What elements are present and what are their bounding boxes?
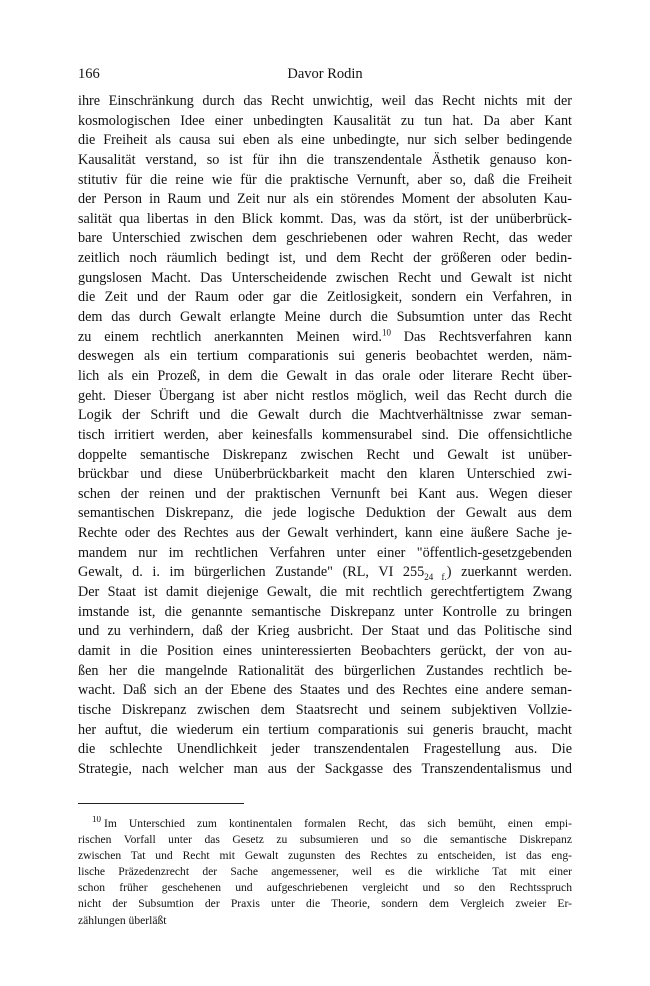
text-line: die Freiheit als causa sui eben als eine unbedingte, nur sich selber bedingende — [78, 132, 572, 149]
text-line: lich als ein Prozeß, in dem die Gewalt in das orale oder literare Recht über- — [78, 367, 572, 384]
footnote-reference: 10 — [381, 327, 391, 337]
text-line: damit in die Position eines uninteressierten Beobachters gerückt, der von au- — [78, 642, 572, 659]
text-line: geht. Dieser Übergang ist aber nicht restlos möglich, weil das Recht durch die — [78, 387, 572, 404]
text-line-with-footnote-ref — [78, 328, 572, 348]
text-line: Rechte oder des Rechtes aus der Gewalt verhindert, kann eine äußere Sache je- — [78, 525, 572, 542]
text-line: mandem nur im rechtlichen Verfahren unter einer "öffentlich-gesetzgebenden — [78, 544, 572, 561]
text-line: imstande ist, die genannte semantische Diskrepanz unter Kontrolle zu bringen — [78, 603, 572, 620]
footnote-line: nicht der Subsumtion der Praxis unter die Theorie, sondern dem Vergleich zweier Er- — [78, 897, 572, 911]
text-line: doppelte semantische Diskrepanz zwischen Recht und Gewalt ist unüber- — [78, 446, 572, 463]
text-line: die schlechte Unendlichkeit jeder transzendentalen Fragestellung aus. Die — [78, 741, 572, 758]
text-line: Logik der Schrift und die Gewalt durch die Machtverhältnisse zwar seman- — [78, 407, 572, 424]
text-line: tisch irritiert werden, aber keinesfalls kommensurabel sind. Die offensichtliche — [78, 426, 572, 443]
text-line: die Zeit und der Raum oder gar die Zeitlosigkeit, sondern ein Verfahren, in — [78, 289, 572, 306]
text-line: Strategie, nach welcher man aus der Sackgasse des Transzendentalismus und — [78, 760, 572, 777]
footnote — [78, 816, 572, 929]
footnote-line: schon früher geschehenen und aufgeschriebenen vergleicht und so den Rechtsspruch — [78, 881, 572, 895]
footnote-marker: 10 — [92, 816, 101, 825]
citation-subscript: 24 f. — [424, 572, 447, 583]
footnote-line: rischen Vorfall unter das Gesetz zu subsumieren und so die semantische Diskrepanz — [78, 833, 572, 847]
page-number: 166 — [78, 66, 100, 82]
footnote-line: lische Präzedenzrecht der Sache angemessener, weil es die wirkliche Tat mit einer — [78, 865, 572, 879]
text-line: und zu verhindern, daß der Krieg ausbricht. Der Staat und das Politische sind — [78, 623, 572, 640]
text-line: Kausalität verstand, so ist für ihn die transzendentale Ästhetik genauso kon- — [78, 151, 572, 168]
text-line: stitutiv für die reine wie für die praktische Vernunft, aber so, daß die Freiheit — [78, 171, 572, 188]
running-head: Davor Rodin — [287, 66, 363, 82]
footnote-line: zwischen Tat und Recht mit Gewalt zugunsten des Rechtes zu entscheiden, ist das eng- — [78, 849, 572, 863]
footnote-divider — [78, 803, 244, 804]
text-line-with-citation — [78, 563, 572, 583]
body-text — [78, 92, 572, 779]
text-segment: ) zuerkannt werden. — [446, 564, 572, 581]
text-line: kosmologischen Idee einer unbedingten Kausalität zu tun hat. Da aber Kant — [78, 112, 572, 129]
footnote-text: Im Unterschied zum kontinentalen formalen Recht, das sich bemüht, einen empi- — [104, 817, 572, 830]
text-line: zeitlich noch räumlich bedingt ist, und dem Recht der größeren oder bedin- — [78, 250, 572, 267]
text-line: Der Staat ist damit diejenige Gewalt, die mit rechtlich gerechtfertigtem Zwang — [78, 584, 572, 601]
text-line: schen der reinen und der praktischen Vernunft bei Kant aus. Wegen dieser — [78, 485, 572, 502]
text-line: ihre Einschränkung durch das Recht unwichtig, weil das Recht nichts mit der — [78, 93, 572, 109]
text-line: wacht. Daß sich an der Ebene des Staates und des Rechtes eine andere seman- — [78, 682, 572, 699]
footnote-line — [78, 816, 572, 832]
text-line: dem das durch Gewalt erlangte Meine durch die Subsumtion unter das Recht — [78, 309, 572, 326]
text-segment: zu einem rechtlich anerkannten Meinen wird. — [78, 328, 382, 345]
text-line: deswegen als ein tertium comparationis sui generis beobachtet werden, näm- — [78, 348, 572, 365]
text-line: der Person in Raum und Zeit nur als ein störendes Moment der absoluten Kau- — [78, 191, 572, 208]
text-line: gungslosen Macht. Das Unterscheidende zwischen Recht und Gewalt ist nicht — [78, 269, 572, 286]
text-line: her auftut, die wiederum ein tertium comparationis sui generis braucht, macht — [78, 721, 572, 738]
text-line: ßen her die mangelnde Rationalität des bürgerlichen Zustandes rechtlich be- — [78, 662, 572, 679]
text-line: semantischen Diskrepanz, die jede logische Deduktion der Gewalt aus dem — [78, 505, 572, 522]
text-line: brückbar und diese Unüberbrückbarkeit macht den klaren Unterschied zwi- — [78, 466, 572, 483]
text-line: bare Unterschied zwischen dem geschriebenen oder wahren Recht, das weder — [78, 230, 572, 247]
footnote-line: zählungen überläßt — [78, 913, 167, 927]
text-segment: Das Rechtsverfahren kann — [390, 328, 572, 345]
text-segment: Gewalt, d. i. im bürgerlichen Zustande" (RL, VI 255 — [78, 564, 425, 581]
text-line: tische Diskrepanz zwischen dem Staatsrecht und seinem subjektiven Vollzie- — [78, 701, 572, 718]
text-line: salität qua libertas in den Blick kommt. Das, was da stört, ist der unüberbrück- — [78, 210, 572, 227]
page-header — [78, 66, 572, 86]
